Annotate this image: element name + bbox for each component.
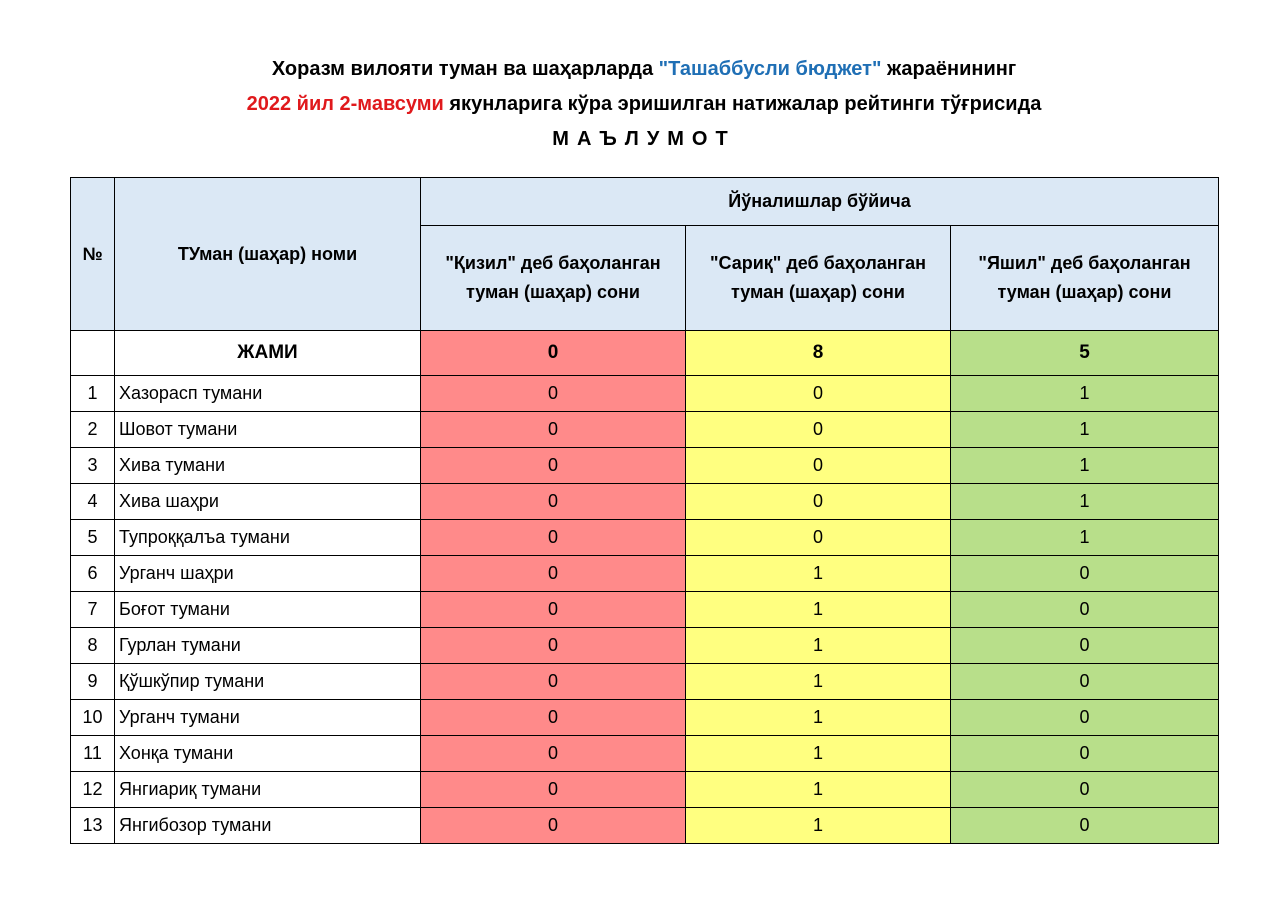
yellow-value: 1 <box>686 556 951 592</box>
row-number: 7 <box>71 592 115 628</box>
document-label: МАЪЛУМОТ <box>552 128 736 150</box>
title-line-2 <box>8 87 1280 122</box>
yellow-value: 0 <box>686 484 951 520</box>
header-district-name: ТУман (шаҳар) номи <box>115 178 421 331</box>
title-line-1 <box>8 52 1280 87</box>
table-row <box>71 628 1219 664</box>
total-row <box>71 331 1219 376</box>
green-value: 0 <box>951 628 1219 664</box>
district-name: Хонқа тумани <box>115 736 421 772</box>
title-line-1-end: жараёнининг <box>881 58 1017 80</box>
row-number: 9 <box>71 664 115 700</box>
district-name: Тупроққалъа тумани <box>115 520 421 556</box>
district-name: Хазорасп тумани <box>115 376 421 412</box>
title-season: 2022 йил 2-мавсуми <box>246 93 444 115</box>
red-value: 0 <box>421 664 686 700</box>
district-name: Урганч тумани <box>115 700 421 736</box>
header-green-count: "Яшил" деб баҳоланган туман (шаҳар) сони <box>951 226 1219 331</box>
table-row <box>71 376 1219 412</box>
district-name: Хива шаҳри <box>115 484 421 520</box>
total-red-value: 0 <box>421 331 686 376</box>
yellow-value: 0 <box>686 412 951 448</box>
red-value: 0 <box>421 556 686 592</box>
total-number-cell <box>71 331 115 376</box>
red-value: 0 <box>421 484 686 520</box>
district-name: Шовот тумани <box>115 412 421 448</box>
header-yellow-count: "Сариқ" деб баҳоланган туман (шаҳар) сони <box>686 226 951 331</box>
yellow-value: 1 <box>686 592 951 628</box>
row-number: 2 <box>71 412 115 448</box>
title-line-2-text: якунларига кўра эришилган натижалар рейтинги тўғрисида <box>443 93 1042 115</box>
district-name: Боғот тумани <box>115 592 421 628</box>
district-name: Янгибозор тумани <box>115 808 421 844</box>
green-value: 1 <box>951 484 1219 520</box>
district-name: Урганч шаҳри <box>115 556 421 592</box>
yellow-value: 1 <box>686 664 951 700</box>
rating-table <box>70 177 1219 844</box>
yellow-value: 0 <box>686 376 951 412</box>
green-value: 1 <box>951 376 1219 412</box>
row-number: 10 <box>71 700 115 736</box>
red-value: 0 <box>421 628 686 664</box>
red-value: 0 <box>421 592 686 628</box>
row-number: 12 <box>71 772 115 808</box>
green-value: 0 <box>951 556 1219 592</box>
row-number: 11 <box>71 736 115 772</box>
red-value: 0 <box>421 736 686 772</box>
table-row <box>71 484 1219 520</box>
red-value: 0 <box>421 772 686 808</box>
header-number: № <box>71 178 115 331</box>
green-value: 0 <box>951 808 1219 844</box>
table-row <box>71 556 1219 592</box>
table-row <box>71 520 1219 556</box>
table-row <box>71 448 1219 484</box>
table-row <box>71 700 1219 736</box>
header-red-count: "Қизил" деб баҳоланган туман (шаҳар) сони <box>421 226 686 331</box>
yellow-value: 1 <box>686 700 951 736</box>
title-line-1-text: Хоразм вилояти туман ва шаҳарларда <box>271 58 659 80</box>
table-row <box>71 736 1219 772</box>
yellow-value: 1 <box>686 736 951 772</box>
red-value: 0 <box>421 520 686 556</box>
row-number: 6 <box>71 556 115 592</box>
table-row <box>71 808 1219 844</box>
row-number: 4 <box>71 484 115 520</box>
green-value: 0 <box>951 736 1219 772</box>
red-value: 0 <box>421 808 686 844</box>
district-name: Янгиариқ тумани <box>115 772 421 808</box>
total-label: ЖАМИ <box>115 331 421 376</box>
red-value: 0 <box>421 700 686 736</box>
district-name: Гурлан тумани <box>115 628 421 664</box>
total-green-value: 5 <box>951 331 1219 376</box>
yellow-value: 1 <box>686 628 951 664</box>
district-name: Хива тумани <box>115 448 421 484</box>
green-value: 0 <box>951 664 1219 700</box>
yellow-value: 0 <box>686 520 951 556</box>
district-name: Қўшкўпир тумани <box>115 664 421 700</box>
table-row <box>71 772 1219 808</box>
document-title <box>0 52 1280 122</box>
table-row <box>71 412 1219 448</box>
row-number: 1 <box>71 376 115 412</box>
green-value: 1 <box>951 448 1219 484</box>
red-value: 0 <box>421 448 686 484</box>
green-value: 1 <box>951 412 1219 448</box>
total-yellow-value: 8 <box>686 331 951 376</box>
row-number: 8 <box>71 628 115 664</box>
table-row <box>71 664 1219 700</box>
row-number: 13 <box>71 808 115 844</box>
row-number: 3 <box>71 448 115 484</box>
green-value: 0 <box>951 592 1219 628</box>
red-value: 0 <box>421 376 686 412</box>
yellow-value: 0 <box>686 448 951 484</box>
yellow-value: 1 <box>686 772 951 808</box>
green-value: 1 <box>951 520 1219 556</box>
red-value: 0 <box>421 412 686 448</box>
header-directions-group: Йўналишлар бўйича <box>421 178 1219 226</box>
yellow-value: 1 <box>686 808 951 844</box>
green-value: 0 <box>951 772 1219 808</box>
table-row <box>71 592 1219 628</box>
row-number: 5 <box>71 520 115 556</box>
title-initiative-budget: "Ташаббусли бюджет" <box>658 58 882 80</box>
green-value: 0 <box>951 700 1219 736</box>
